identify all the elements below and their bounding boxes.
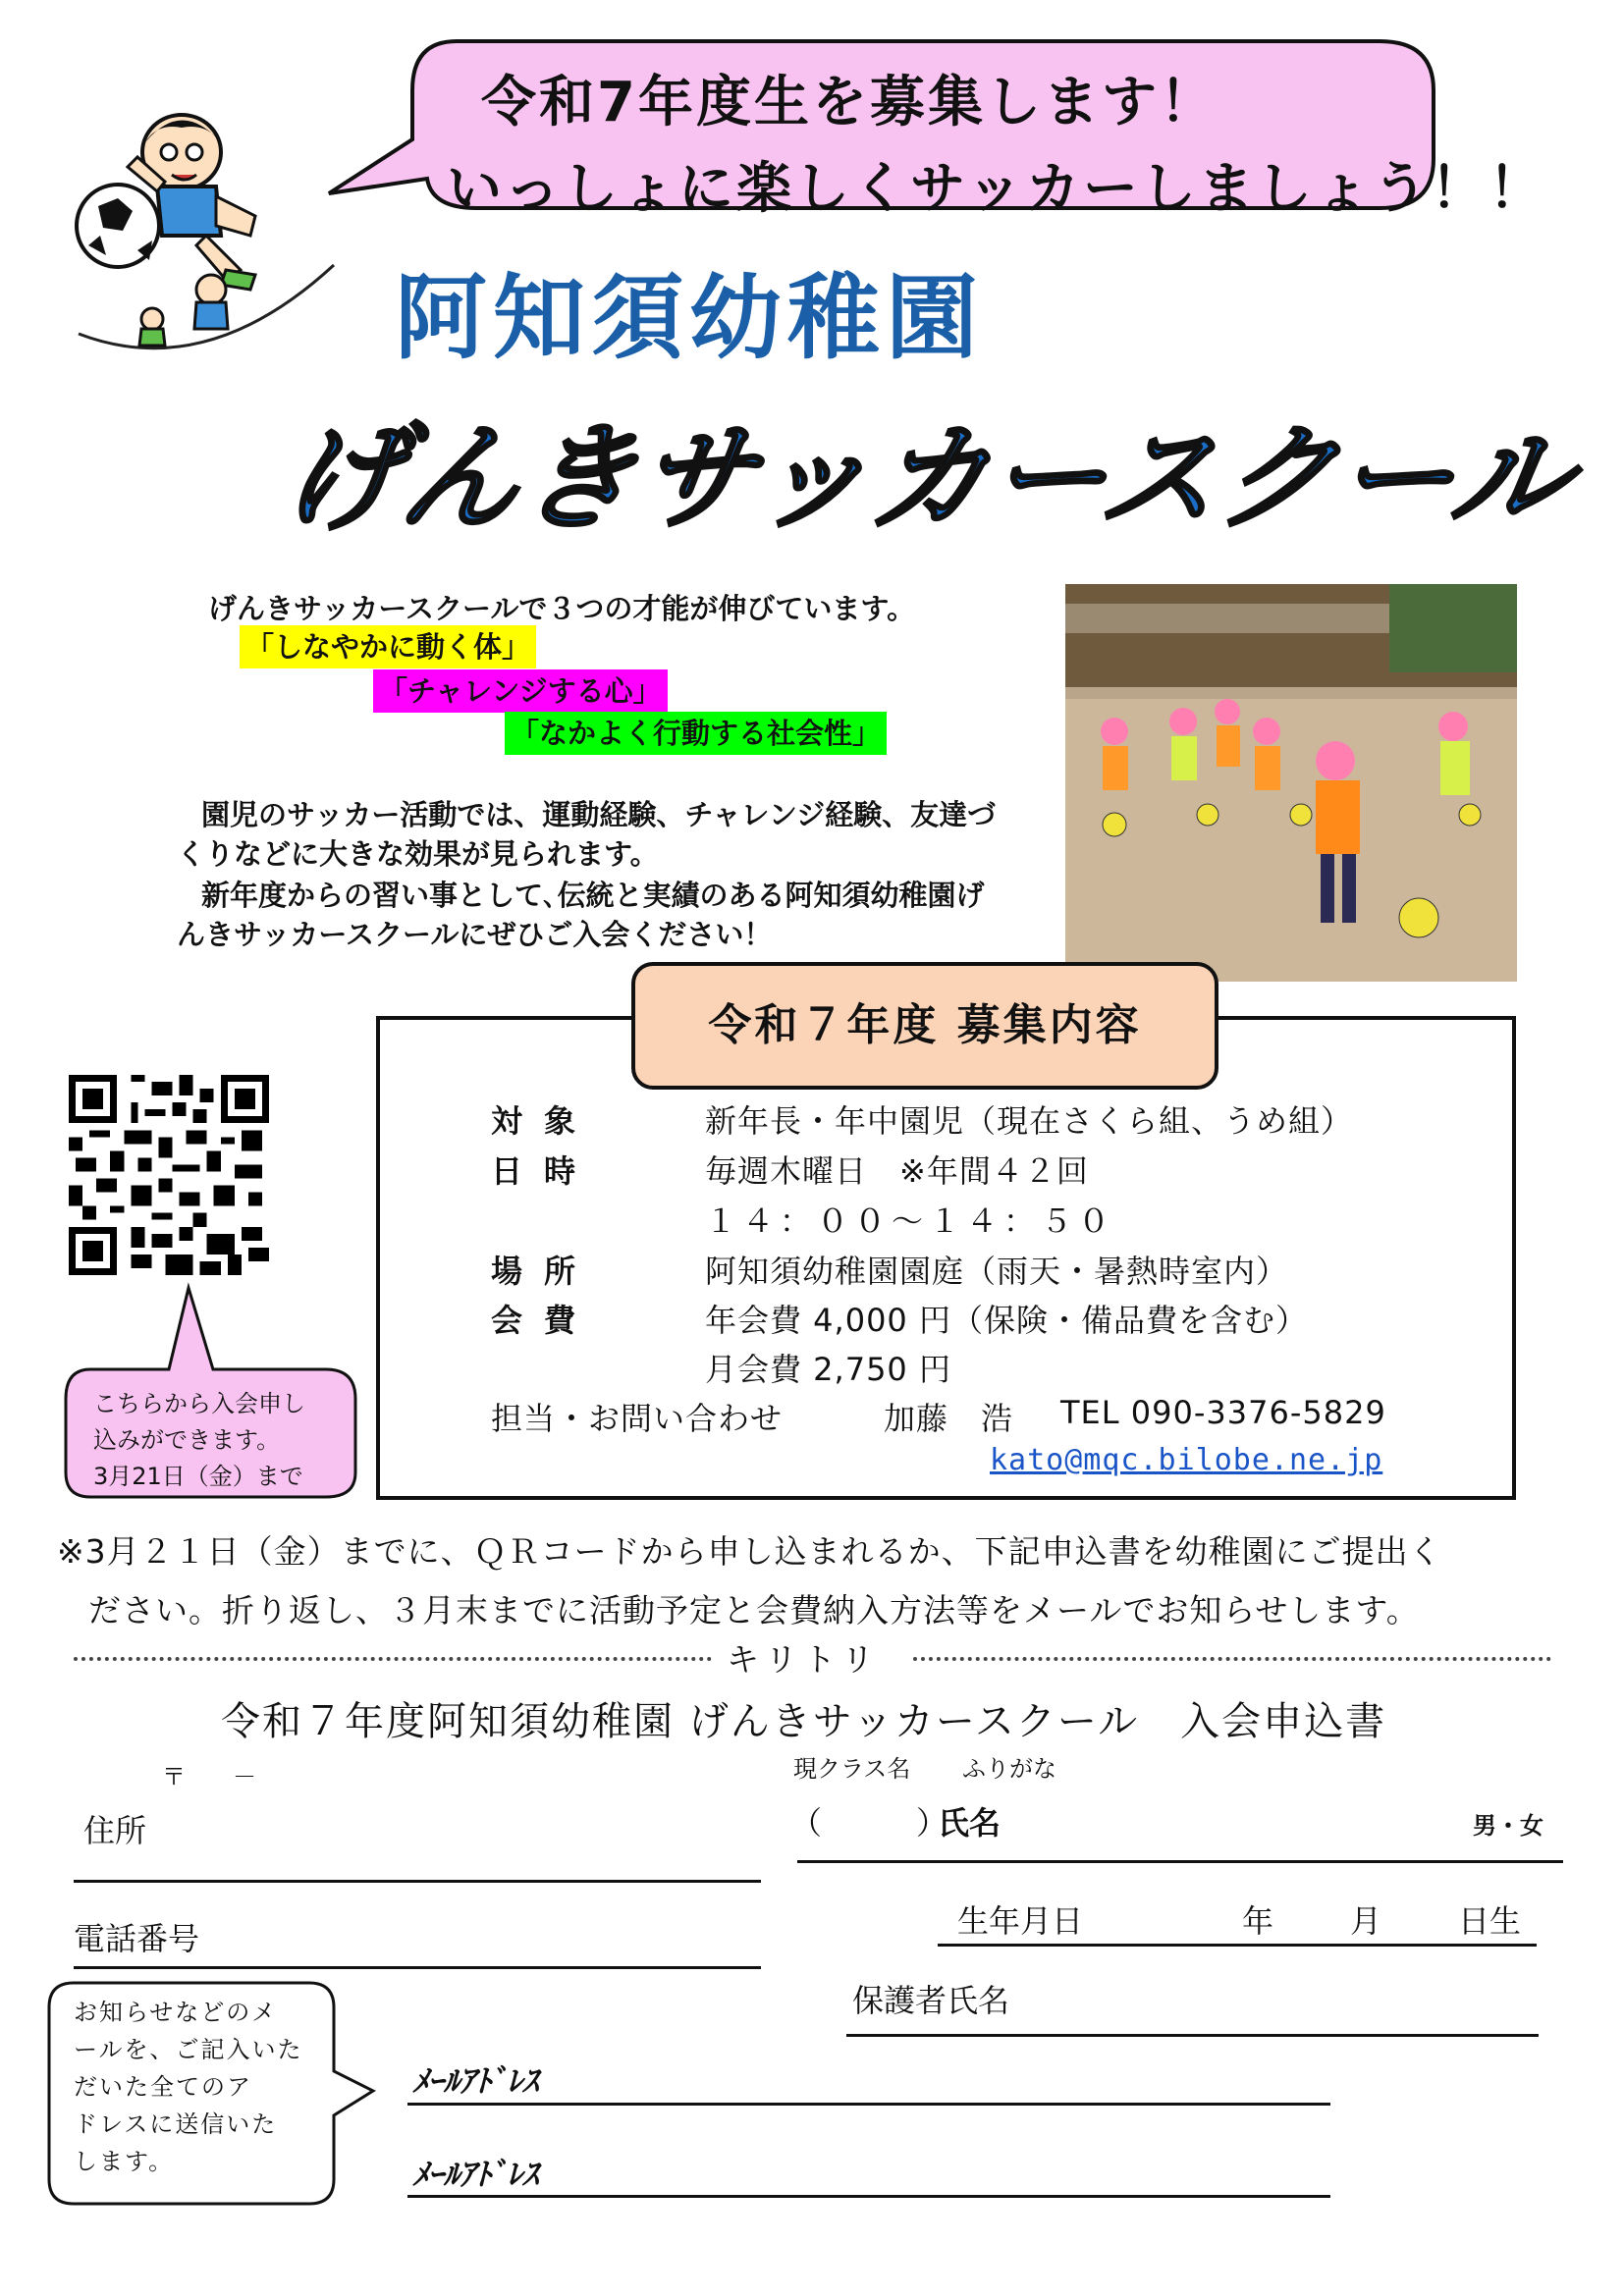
address-field[interactable] bbox=[74, 1880, 761, 1883]
program-title bbox=[275, 410, 1581, 550]
birthday-year-label: 年 bbox=[1242, 1902, 1274, 1940]
place-value: 阿知須幼稚園園庭（雨天・暑熱時室内） bbox=[705, 1253, 1289, 1290]
time-value: １４：００～１４：５０ bbox=[705, 1202, 1116, 1240]
phone-field[interactable] bbox=[74, 1966, 761, 1969]
qr-note-line3: 3月21日（金）まで bbox=[93, 1463, 303, 1490]
class-field[interactable]: （ ） bbox=[790, 1804, 948, 1842]
fee-annual: 年会費 4,000 円（保険・備品費を含む） bbox=[705, 1302, 1308, 1339]
furigana-label: ふりがな bbox=[962, 1755, 1056, 1783]
cut-line-left bbox=[74, 1657, 712, 1661]
notice-line1: ※3月２１日（金）までに、ＱＲコードから申し込まれるか、下記申込書を幼稚園にご提出く bbox=[57, 1532, 1442, 1571]
class-label: 現クラス名 bbox=[793, 1755, 911, 1783]
mail-note-line3: だいた全てのア bbox=[74, 2073, 252, 2101]
recruitment-title: 令和７年度 募集内容 bbox=[631, 962, 1218, 1090]
address-label: 住所 bbox=[83, 1812, 147, 1849]
mail-note-line4: ドレスに送信いた bbox=[74, 2110, 278, 2138]
notice-line2: ださい。折り返し、３月末までに活動予定と会費納入方法等をメールでお知らせします。 bbox=[88, 1591, 1420, 1629]
guardian-label: 保護者氏名 bbox=[852, 1982, 1010, 2019]
birthday-label: 生年月日 bbox=[957, 1902, 1084, 1940]
name-field[interactable] bbox=[797, 1860, 1563, 1863]
target-label: 対象 bbox=[491, 1102, 598, 1140]
phone-label: 電話番号 bbox=[74, 1920, 200, 1957]
contact-name: 加藤 浩 bbox=[884, 1400, 1014, 1437]
place-label: 場所 bbox=[491, 1253, 598, 1290]
fee-label: 会費 bbox=[491, 1302, 598, 1339]
children-soccer-photo bbox=[1065, 584, 1517, 982]
fee-monthly: 月会費 2,750 円 bbox=[705, 1351, 951, 1388]
target-value: 新年長・年中園児（現在さくら組、うめ組） bbox=[705, 1102, 1354, 1140]
contact-label: 担当・お問い合わせ bbox=[491, 1400, 784, 1437]
qr-note-line2: 込みができます。 bbox=[93, 1426, 281, 1454]
intro-para1-line2: くりなどに大きな効果が見られます。 bbox=[177, 837, 659, 871]
cut-line-right bbox=[913, 1657, 1551, 1661]
school-name: 阿知須幼稚園 bbox=[394, 265, 984, 372]
mail-note-line2: ールを、ご記入いた bbox=[74, 2036, 303, 2063]
gender-selector[interactable]: 男・女 bbox=[1473, 1812, 1543, 1840]
mail-address-label-2: ﾒｰﾙｱﾄﾞﾚｽ bbox=[412, 2156, 539, 2193]
postal-mark: 〒 － bbox=[162, 1763, 256, 1790]
talent-heart: 「チャレンジする心」 bbox=[373, 669, 668, 713]
name-label: 氏名 bbox=[938, 1804, 1001, 1842]
intro-para2-line1: 新年度からの習い事として､伝統と実績のある阿知須幼稚園げ bbox=[201, 879, 985, 912]
mail-address-field-1[interactable] bbox=[407, 2103, 1330, 2106]
program-title-text: げんきサッカースクール bbox=[275, 410, 1581, 546]
birthday-field[interactable] bbox=[938, 1944, 1537, 1947]
mail-address-field-2[interactable] bbox=[407, 2195, 1330, 2198]
mail-address-label-1: ﾒｰﾙｱﾄﾞﾚｽ bbox=[412, 2062, 539, 2100]
talent-body: 「しなやかに動く体」 bbox=[240, 625, 536, 668]
datetime-label: 日時 bbox=[491, 1152, 598, 1190]
bubble-headline-1: 令和7年度生を募集します！ bbox=[481, 71, 1218, 134]
birthday-day-label: 日生 bbox=[1458, 1902, 1522, 1940]
contact-email[interactable]: kato@mqc.bilobe.ne.jp bbox=[990, 1443, 1383, 1477]
form-title: 令和７年度阿知須幼稚園 げんきサッカースクール 入会申込書 bbox=[221, 1699, 1387, 1744]
qr-note-line1: こちらから入会申し bbox=[93, 1390, 305, 1417]
mail-note-line5: します。 bbox=[74, 2148, 175, 2175]
qr-code[interactable] bbox=[69, 1075, 269, 1275]
intro-para1-line1: 園児のサッカー活動では、運動経験、チャレンジ経験、友達づ bbox=[201, 798, 997, 831]
mail-note-line1: お知らせなどのメ bbox=[74, 1999, 278, 2026]
contact-tel: TEL 090-3376-5829 bbox=[1060, 1394, 1386, 1431]
intro-para2-line2: んきサッカースクールにぜひご入会ください！ bbox=[177, 918, 773, 951]
cut-label: キリトリ bbox=[727, 1640, 880, 1679]
datetime-value: 毎週木曜日 ※年間４２回 bbox=[705, 1152, 1089, 1190]
guardian-field[interactable] bbox=[846, 2034, 1539, 2037]
intro-lead: げんきサッカースクールで３つの才能が伸びています。 bbox=[208, 592, 916, 625]
birthday-month-label: 月 bbox=[1350, 1902, 1382, 1940]
bubble-headline-2: いっしょに楽しくサッカーしましょう！！ bbox=[447, 157, 1546, 221]
talent-social: 「なかよく行動する社会性」 bbox=[505, 712, 887, 755]
